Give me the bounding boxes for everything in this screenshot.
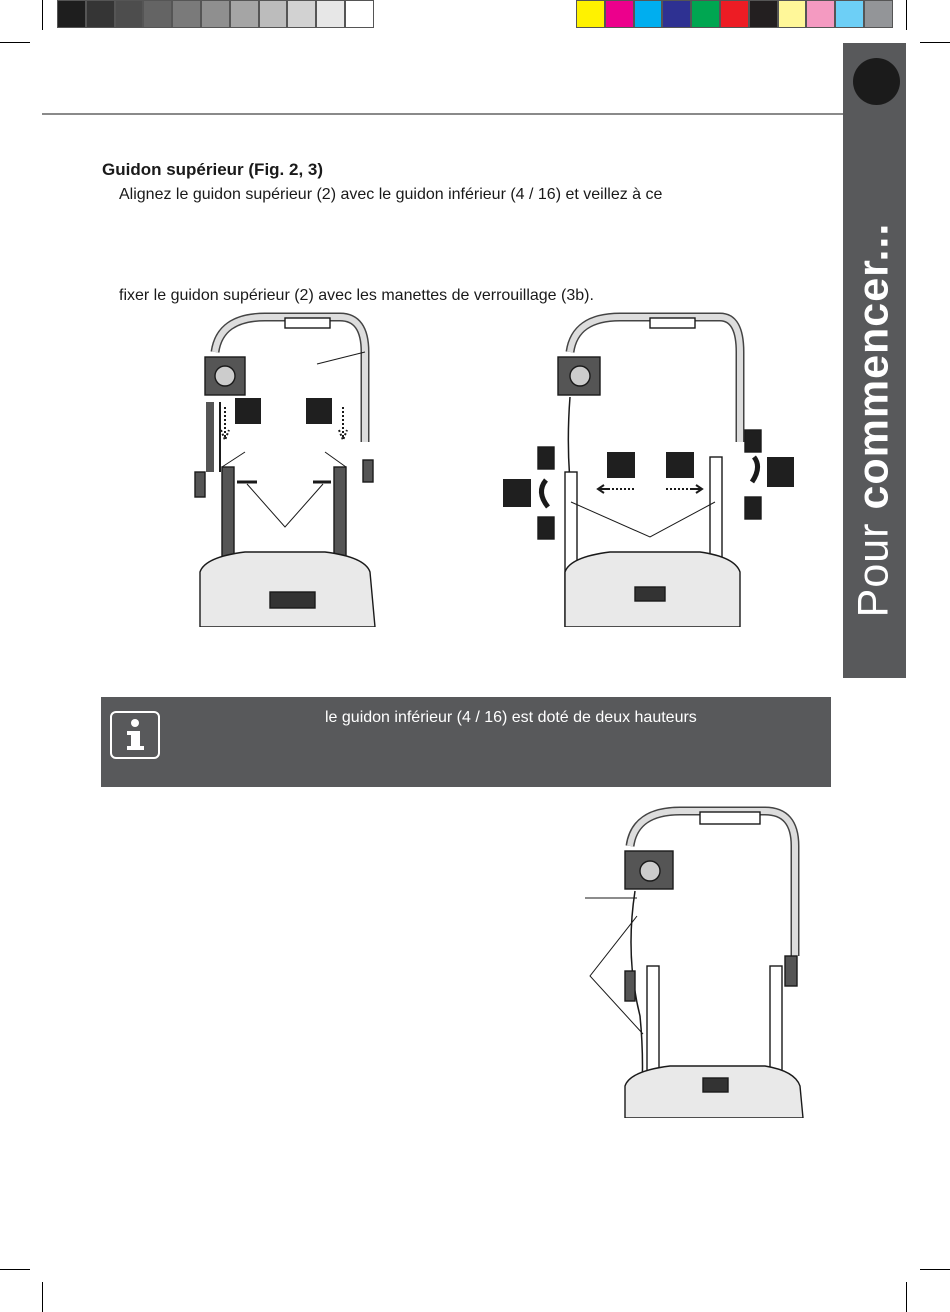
gray-color-bar [57, 0, 374, 30]
color-swatch [720, 0, 749, 28]
color-swatch [749, 0, 778, 28]
color-swatch [172, 0, 201, 28]
crop-mark [42, 0, 43, 30]
chapter-title-highlight: commencer... [849, 222, 898, 510]
figure-3-locking-levers [500, 312, 800, 627]
color-swatch [316, 0, 345, 28]
chapter-marker [853, 58, 900, 105]
crop-mark [0, 42, 30, 43]
color-swatch [201, 0, 230, 28]
color-swatch [576, 0, 605, 28]
figure-4-cable-clips [585, 806, 815, 1118]
chapter-title-prefix: Pour [849, 509, 898, 618]
crop-mark [920, 1269, 950, 1270]
info-note-text: le guidon inférieur (4 / 16) est doté de deux hauteurs [325, 709, 697, 726]
chapter-title [850, 223, 899, 618]
section-heading: Guidon supérieur (Fig. 2, 3) [102, 160, 324, 179]
color-swatch [287, 0, 316, 28]
color-swatch [115, 0, 144, 28]
color-swatch [230, 0, 259, 28]
color-swatch [86, 0, 115, 28]
crop-mark [42, 1282, 43, 1312]
instruction-line-1: Alignez le guidon supérieur (2) avec le guidon inférieur (4 / 16) et veillez à ce [119, 186, 663, 203]
color-swatch [778, 0, 807, 28]
color-swatch [259, 0, 288, 28]
color-swatch [662, 0, 691, 28]
color-swatch [143, 0, 172, 28]
crop-mark [920, 42, 950, 43]
color-swatch [57, 0, 86, 28]
color-swatch [806, 0, 835, 28]
crop-mark [906, 1282, 907, 1312]
crop-mark [906, 0, 907, 30]
color-swatch [634, 0, 663, 28]
color-swatch [835, 0, 864, 28]
instruction-line-2: fixer le guidon supérieur (2) avec les manettes de verrouillage (3b). [119, 287, 594, 304]
info-icon [110, 711, 160, 759]
figure-2-handle-assembly [185, 312, 385, 627]
color-swatch [864, 0, 893, 28]
color-swatch [691, 0, 720, 28]
process-color-bar [576, 0, 893, 30]
header-rule [42, 113, 843, 115]
crop-mark [0, 1269, 30, 1270]
color-swatch [605, 0, 634, 28]
color-swatch [345, 0, 374, 28]
